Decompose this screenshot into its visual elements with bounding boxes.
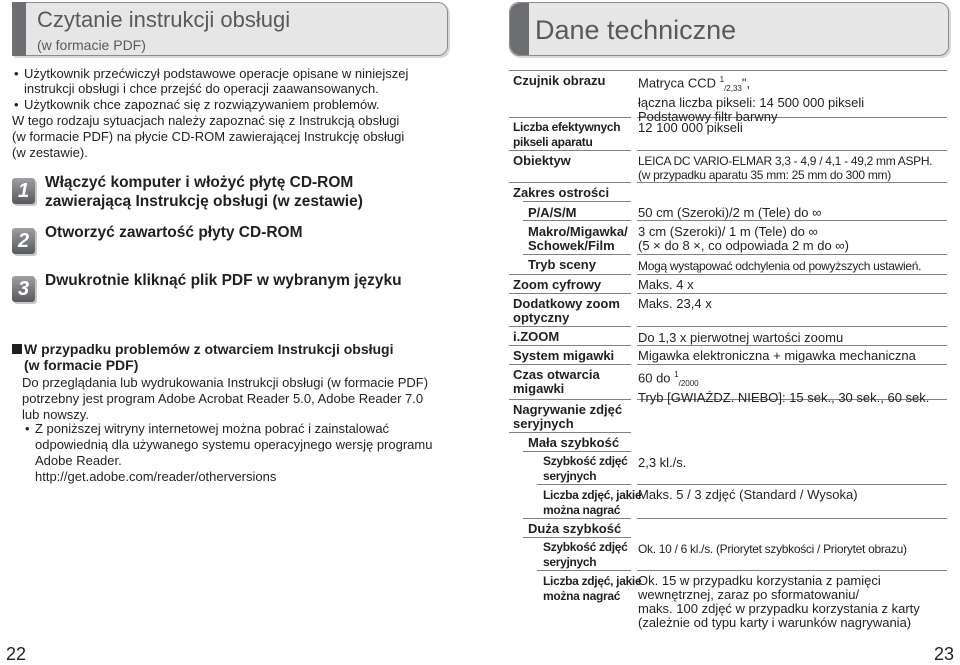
spec-label-low-speed: Mała szybkość <box>528 435 620 450</box>
spec-value-izoom: Do 1,3 x pierwotnej wartości zoomu <box>638 330 844 345</box>
row-divider <box>509 150 631 151</box>
spec-label-focus-range: Zakres ostrości <box>513 185 610 200</box>
bullet-dot-icon: • <box>25 421 30 436</box>
spec-label-burst: Nagrywanie zdjęć seryjnych <box>513 402 623 431</box>
row-divider <box>523 201 631 202</box>
left-page-number: 22 <box>6 644 27 664</box>
spec-label-low-burst-rate: Szybkość zdjęć seryjnych <box>543 454 628 483</box>
spec-value-scene: Mogą wystąpować odchylenia od powyższych ustawień. <box>638 259 922 273</box>
right-page-title: Dane techniczne <box>535 15 737 45</box>
row-divider <box>509 364 631 365</box>
spec-label-high-burst-count: Liczba zdjęć, jakie można nagrać <box>543 574 642 603</box>
spec-value-digital-zoom: Maks. 4 x <box>638 277 694 292</box>
row-divider <box>537 484 631 485</box>
table-top-rule <box>509 70 947 71</box>
row-divider <box>637 274 947 275</box>
spec-label-extra-zoom: Dodatkowy zoom optyczny <box>513 296 620 325</box>
row-divider <box>637 150 947 151</box>
spec-label-high-burst-rate: Szybkość zdjęć seryjnych <box>543 540 628 569</box>
adobe-url-link[interactable]: http://get.adobe.com/reader/otherversions <box>35 469 277 484</box>
step-3-text: Dwukrotnie kliknąć plik PDF w wybranym języku <box>45 272 402 289</box>
spec-label-digital-zoom: Zoom cyfrowy <box>513 277 602 292</box>
spec-value-extra-zoom: Maks. 23,4 x <box>638 296 712 311</box>
spec-value-shutter-speed: 60 do $^1_{/2000}$ Tryb [GWIAŹDZ. NIEBO]: 15 sek., 30 sek., 60 sek. <box>638 370 930 405</box>
spec-value-low-burst-rate: 2,3 kl./s. <box>638 455 687 470</box>
row-divider <box>637 254 947 255</box>
step-2-text: Otworzyć zawartość płyty CD-ROM <box>45 224 303 241</box>
spec-label-shutter-system: System migawki <box>513 348 615 363</box>
row-divider <box>637 518 947 519</box>
bullet-item: • Użytkownik przećwiczył podstawowe operacje opisane w niniejszej instrukcji obsługi i chce przejść do operacji zaawansowanych. <box>14 66 409 96</box>
step-1-text: Włączyć komputer i włożyć płytę CD-ROM zawierającą Instrukcję obsługi (w zestawie) <box>45 174 363 210</box>
row-divider <box>509 432 631 433</box>
spec-value-macro: 3 cm (Szeroki)/ 1 m (Tele) do ∞ (5 × do 8 ×, co odpowiada 2 m do ∞) <box>638 224 849 253</box>
row-divider <box>637 345 947 346</box>
bullet-dot-icon: • <box>14 66 19 81</box>
problem-heading: W przypadku problemów z otwarciem Instrukcji obsługi (w formacie PDF) <box>24 341 394 373</box>
row-divider <box>637 293 947 294</box>
problem-paragraph: Do przeglądania lub wydrukowania Instrukcji obsługi (w formacie PDF) potrzebny jest program Adobe Acrobat Reader 5.0, Adobe Reader 7.0 lub nowszy. <box>22 375 429 422</box>
spec-label-macro: Makro/Migawka/ Schowek/Film <box>528 224 628 253</box>
row-divider <box>509 399 631 400</box>
row-divider <box>523 254 631 255</box>
row-divider <box>523 537 631 538</box>
row-divider <box>523 451 631 452</box>
spec-label-effective-pixels: Liczba efektywnych pikseli aparatu <box>513 120 621 149</box>
row-divider <box>523 518 631 519</box>
spec-value-lens: LEICA DC VARIO-ELMAR 3,3 - 4,9 / 4,1 - 49,2 mm ASPH. (w przypadku aparatu 35 mm: 25 mm do 300 mm) <box>638 154 933 182</box>
step-2-icon: 2 <box>12 228 35 254</box>
spec-label-low-burst-count: Liczba zdjęć, jakie można nagrać <box>543 488 642 517</box>
spec-label-lens: Obiektyw <box>513 153 571 168</box>
spec-label-shutter-speed: Czas otwarcia migawki <box>513 367 600 396</box>
spec-label-scene: Tryb sceny <box>528 257 596 272</box>
spec-label-pasm: P/A/S/M <box>528 205 577 220</box>
row-divider <box>523 220 631 221</box>
square-bullet-icon <box>12 344 22 354</box>
row-divider <box>509 274 631 275</box>
row-divider <box>637 220 947 221</box>
spec-value-pasm: 50 cm (Szeroki)/2 m (Tele) do ∞ <box>638 205 822 220</box>
left-section-header <box>12 2 448 56</box>
right-page-number: 23 <box>934 644 955 664</box>
spec-label-sensor: Czujnik obrazu <box>513 73 606 88</box>
bullet-dot-icon: • <box>14 97 19 112</box>
intro-paragraph: W tego rodzaju sytuacjach należy zapoznać się z Instrukcją obsługi (w formacie PDF) na płycie CD-ROM zawierającej Instrukcję obsługi (w zestawie). <box>12 113 405 160</box>
spec-value-high-burst-rate: Ok. 10 / 6 kl./s. (Priorytet szybkości / Priorytet obrazu) <box>638 542 907 556</box>
step-1-icon: 1 <box>12 178 35 204</box>
row-divider <box>509 293 631 294</box>
header-accent-bar <box>510 3 529 55</box>
row-divider <box>509 117 631 118</box>
spec-value-shutter-system: Migawka elektroniczna + migawka mechaniczna <box>638 348 916 363</box>
row-divider <box>637 570 947 571</box>
spec-label-high-speed: Duża szybkość <box>528 521 622 536</box>
row-divider <box>637 484 947 485</box>
spec-value-effective-pixels: 12 100 000 pikseli <box>638 120 743 135</box>
row-divider <box>537 570 631 571</box>
row-divider <box>637 182 947 183</box>
spec-value-high-burst-count: Ok. 15 w przypadku korzystania z pamięci wewnętrznej, zaraz po sformatowaniu/ maks. 100 zdjęć w przypadku korzystania z karty (zależnie od typu karty i warunków nagrywania) <box>638 573 920 630</box>
row-divider <box>509 345 631 346</box>
spec-value-sensor: Matryca CCD $^1_{/2,33}$", łączna liczba pikseli: 14 500 000 pikseli Podstawowy filtr barwny <box>638 75 865 124</box>
bullet-item: • Użytkownik chce zapoznać się z rozwiązywaniem problemów. <box>14 97 380 112</box>
step-3-icon: 3 <box>12 276 35 302</box>
row-divider <box>509 326 631 327</box>
header-accent-bar <box>12 2 26 56</box>
row-divider <box>509 182 631 183</box>
left-page-subtitle: (w formacie PDF) <box>37 37 146 53</box>
spec-value-low-burst-count: Maks. 5 / 3 zdjęć (Standard / Wysoka) <box>638 487 858 502</box>
left-page-title: Czytanie instrukcji obsługi <box>37 7 291 32</box>
row-divider <box>637 326 947 327</box>
row-divider <box>637 364 947 365</box>
spec-label-izoom: i.ZOOM <box>513 329 560 344</box>
right-section-header <box>509 2 949 56</box>
adobe-download-note: Z poniższej witryny internetowej można pobrać i zainstalować odpowiednią dla używanego systemu operacyjnego wersję programu Adobe Reader. http://get.adobe.com/reader/otherversions <box>35 421 455 485</box>
